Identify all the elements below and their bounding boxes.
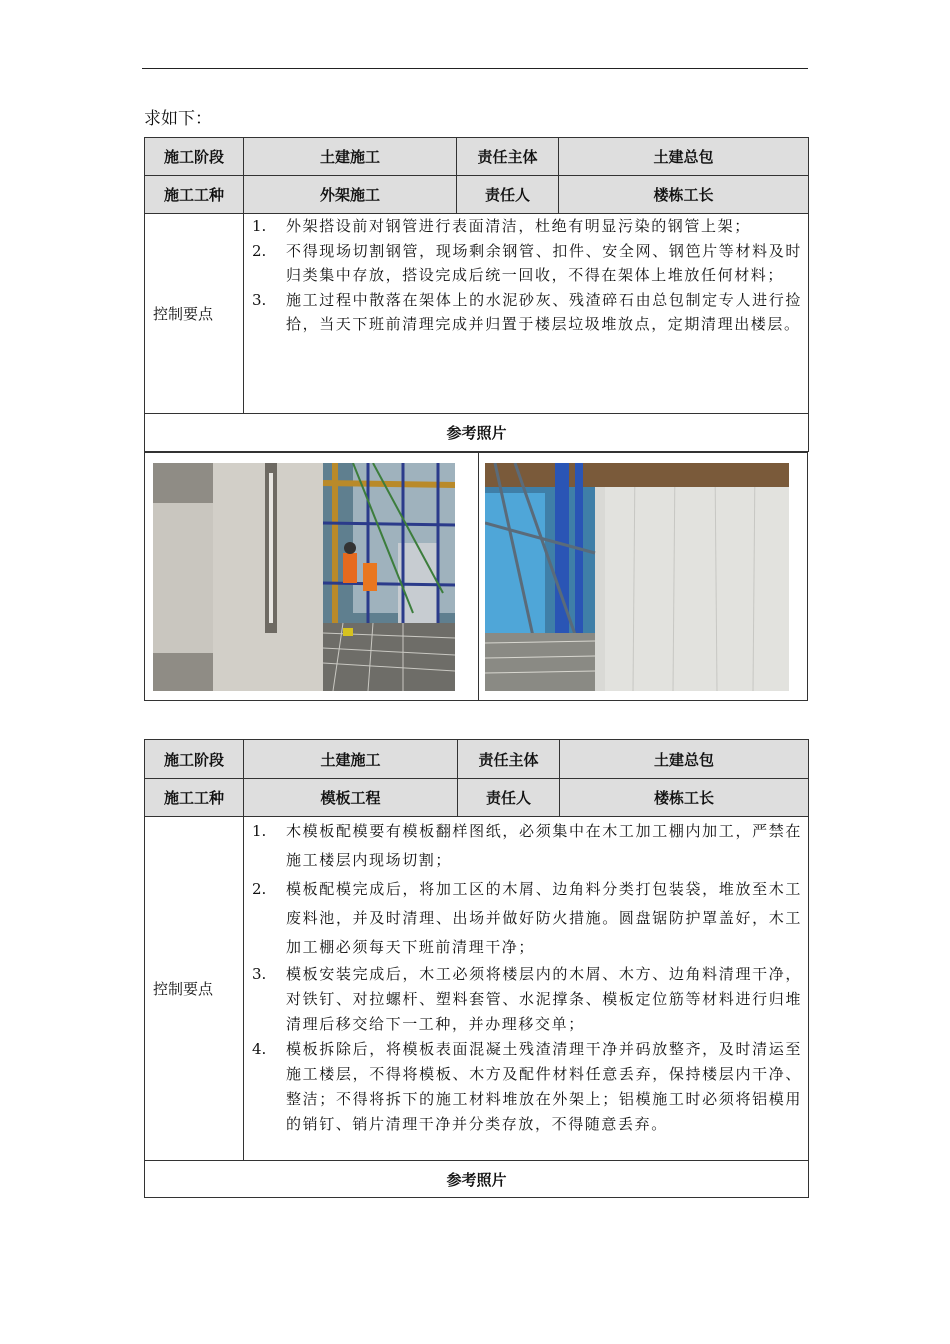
trade-label: 施工工种 xyxy=(145,779,244,817)
list-item: 3. 施工过程中散落在架体上的水泥砂灰、残渣碎石由总包制定专人进行捡拾，当天下班前清理完成并归置于楼层垃圾堆放点，定期清理出楼层。 xyxy=(252,290,802,333)
person-label: 责任人 xyxy=(458,779,560,817)
trade-label: 施工工种 xyxy=(145,176,244,214)
reference-photos xyxy=(144,452,808,701)
control-label: 控制要点 xyxy=(145,817,244,1161)
owner-value: 土建总包 xyxy=(559,138,809,176)
stage-value: 土建施工 xyxy=(244,740,458,779)
page-header-rule xyxy=(142,68,808,69)
reference-photo-scaffold-workers xyxy=(153,463,455,691)
control-items-cell xyxy=(244,817,809,1161)
owner-value: 土建总包 xyxy=(560,740,809,779)
list-item: 3. 模板安装完成后，木工必须将楼层内的木屑、木方、边角料清理干净，对铁钉、对拉螺杆、塑料套管、水泥撑条、模板定位筋等材料进行归堆清理后移交给下一工种，并办理移交单； xyxy=(252,965,802,1033)
person-value: 楼栋工长 xyxy=(559,176,809,214)
list-item: 4. 模板拆除后，将模板表面混凝土残渣清理干净并码放整齐，及时清运至施工楼层，不得将模板、木方及配件材料任意丢弃，保持楼层内干净、整洁；不得将拆下的施工材料堆放在外架上；铝模施工时必须将铝模用的销钉、销片清理干净并分类存放，不得随意丢弃。 xyxy=(252,1040,802,1133)
person-label: 责任人 xyxy=(457,176,559,214)
control-items-cell xyxy=(244,214,809,414)
spec-table-scaffolding xyxy=(144,137,809,452)
list-item: 2. 不得现场切割钢管，现场剩余钢管、扣件、安全网、钢笆片等材料及时归类集中存放，搭设完成后统一回收，不得在架体上堆放任何材料； xyxy=(252,241,802,284)
reference-photo-scaffold-corridor xyxy=(485,463,789,691)
spec-table-formwork xyxy=(144,739,809,1198)
control-items-list xyxy=(244,214,808,337)
list-item: 1. 木模板配模要有模板翻样图纸，必须集中在木工加工棚内加工，严禁在施工楼层内现场切割； xyxy=(252,822,802,869)
control-label: 控制要点 xyxy=(145,214,244,414)
stage-value: 土建施工 xyxy=(244,138,457,176)
owner-label: 责任主体 xyxy=(458,740,560,779)
trade-value: 模板工程 xyxy=(244,779,458,817)
control-items-list xyxy=(244,817,808,1137)
list-item: 1. 外架搭设前对钢管进行表面清洁，杜绝有明显污染的钢管上架； xyxy=(252,217,751,235)
stage-label: 施工阶段 xyxy=(145,740,244,779)
intro-text: 求如下： xyxy=(144,109,212,129)
photo-divider xyxy=(478,453,479,700)
stage-label: 施工阶段 xyxy=(145,138,244,176)
person-value: 楼栋工长 xyxy=(560,779,809,817)
photo-title: 参考照片 xyxy=(145,414,809,452)
owner-label: 责任主体 xyxy=(457,138,559,176)
list-item: 2. 模板配模完成后，将加工区的木屑、边角料分类打包装袋，堆放至木工废料池，并及时清理、出场并做好防火措施。圆盘锯防护罩盖好，木工加工棚必须每天下班前清理干净； xyxy=(252,880,802,956)
photo-title: 参考照片 xyxy=(145,1161,809,1198)
trade-value: 外架施工 xyxy=(244,176,457,214)
